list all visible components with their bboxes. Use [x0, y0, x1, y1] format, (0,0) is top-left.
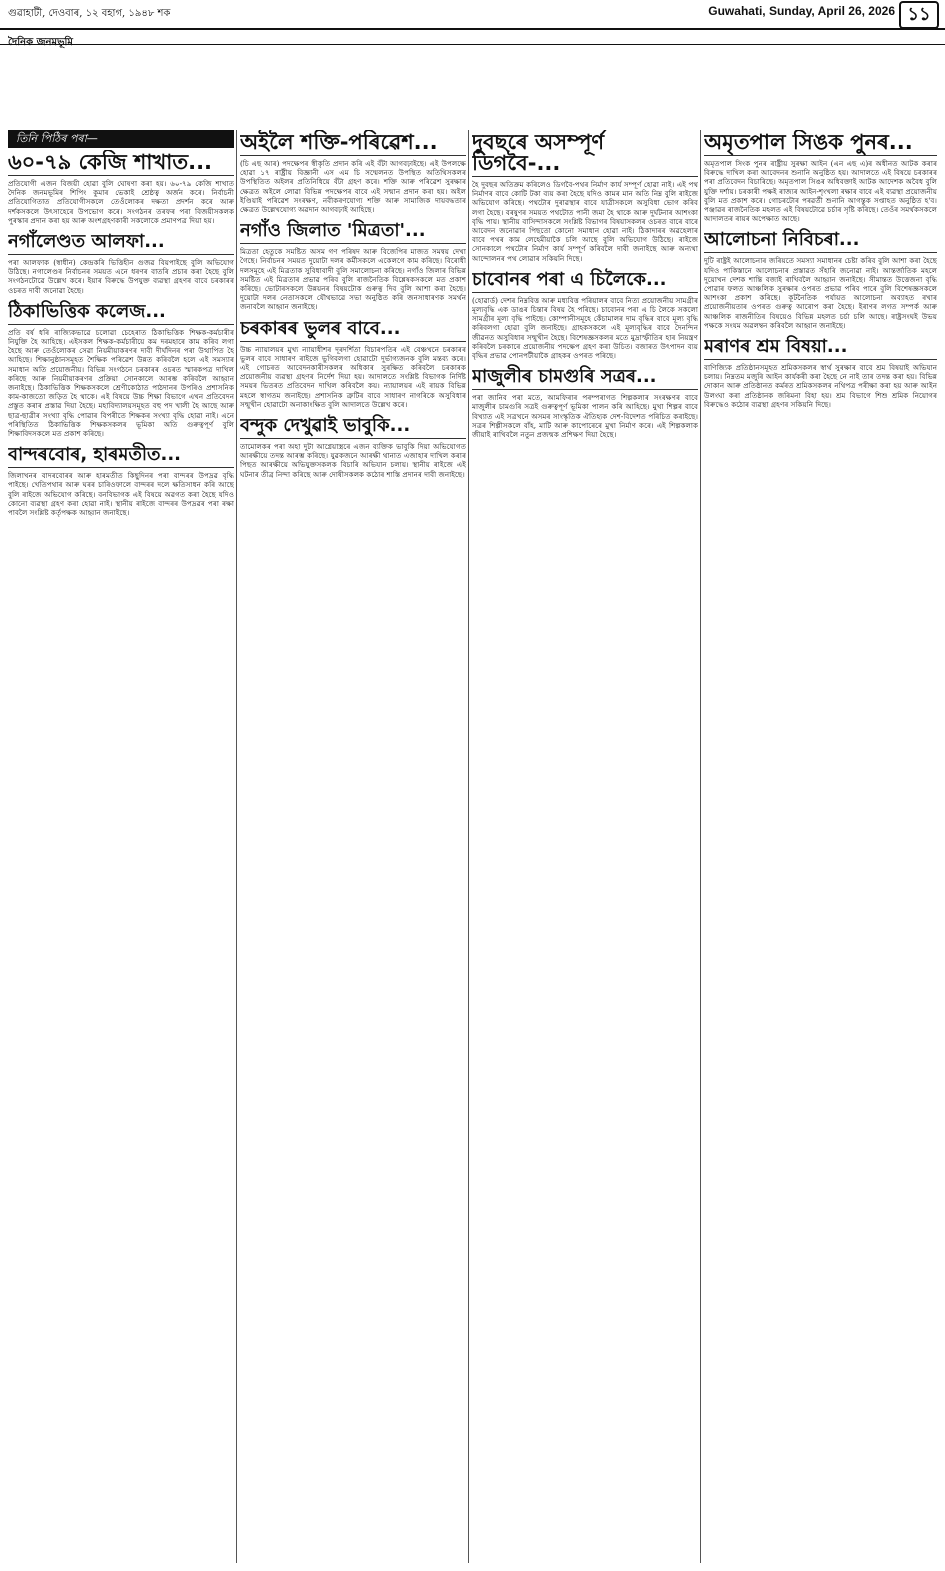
- article: [8, 444, 234, 517]
- article-body: (হোৱাৰ্ড) দেশৰ নিম্নবিত্ত আৰু মধ্যবিত্ত পৰিয়ালৰ বাবে নিত্য প্ৰয়োজনীয় সামগ্ৰীৰ মূল্যবৃদ্ধি এক ডাঙৰ চিন্তাৰ বিষয় হৈ পৰিছে। চাবোনৰ পৰা এ চি লৈকে সকলো সামগ্ৰীৰ মূল্য বৃদ্ধি পাইছে। কোম্পানীসমূহে কেঁচামালৰ দাম বৃদ্ধিৰ বাবে মূল্য বৃদ্ধি কৰিবলগা হোৱা বুলি জনাইছে। গ্ৰাহকসকলে এই মূল্যবৃদ্ধিৰ বাবে দৈনন্দিন জীৱনত অসুবিধাৰ সন্মুখীন হৈছে। বিশেষজ্ঞসকলৰ মতে মুদ্ৰাস্ফীতিৰ হাৰ নিয়ন্ত্ৰণ কৰিবলৈ চৰকাৰে প্ৰয়োজনীয় পদক্ষেপ গ্ৰহণ কৰা উচিত। বজাৰত উৎপাদন ব্যয় বৃদ্ধিৰ প্ৰভাৱ পোনপটীয়াকৈ গ্ৰাহকৰ ওপৰত পৰিছে।: [472, 295, 698, 361]
- article-body: (চি এছ আৰ) পদক্ষেপৰ স্বীকৃতি প্ৰদান কৰি এই বঁটা আগবঢ়াইছে। এই উপলক্ষে হোৱা ১৭ ৰাষ্ট্ৰীয় বিজ্ঞানী এস এম চি সম্মেলনত উপস্থিত অতিথিসকলৰ উপস্থিতিত অইলৰ প্ৰতিনিধিয়ে বঁটা গ্ৰহণ কৰে। শক্তি আৰু পৰিৱেশ সুৰক্ষাৰ ক্ষেত্ৰত অইলে লোৱা বিভিন্ন পদক্ষেপৰ বাবে এই সন্মান প্ৰদান কৰা হয়। অইল ইণ্ডিয়াই পৰিৱেশ সংৰক্ষণ, নবীকৰণযোগ্য শক্তি আৰু সামাজিক দায়বদ্ধতাৰ ক্ষেত্ৰত উল্লেখযোগ্য অৱদান আগবঢ়াই আহিছে।: [240, 159, 466, 215]
- article-headline: বন্দুক দেখুৱাই ভাবুকি...: [240, 415, 466, 439]
- section-label: তিনি পিঠিৰ পৰা—: [8, 130, 234, 148]
- article-body: মিত্ৰতা হেতুকে সমষ্টিত অসম গণ পৰিষদ আৰু বিজেপিৰ মাজত সমন্বয় দেখা গৈছে। নিৰ্বাচনৰ সময়ত দুয়োটা দলৰ কৰ্মীসকলে একেলগে কাম কৰিছে। বিৰোধী দলসমূহে এই মিত্ৰতাক সুবিধাবাদী বুলি সমালোচনা কৰিছে। নগাঁও জিলাৰ বিভিন্ন সমষ্টিত এই মিত্ৰতাৰ প্ৰভাৱ পৰিব বুলি ৰাজনৈতিক বিশ্লেষকসকলে মত প্ৰকাশ কৰিছে। ভোটাৰসকলে উন্নয়নৰ বিষয়টোক গুৰুত্ব দিব বুলি আশা কৰা হৈছে। দুয়োটা দলৰ নেতাসকলে যৌথভাৱে সভা অনুষ্ঠিত কৰি জনসাধাৰণক সমৰ্থন জনাবলৈ আহ্বান জনাইছে।: [240, 247, 466, 312]
- column-4: [704, 130, 937, 1563]
- masthead-title: দৈনিক জনমভূমি: [8, 37, 73, 48]
- article-headline: দুবছৰে অসম্পূৰ্ণ ডিগবৈ-...: [472, 132, 698, 177]
- article: [472, 132, 698, 263]
- article: [472, 366, 698, 439]
- article: [8, 301, 234, 438]
- article-headline: মাজুলীৰ চামগুৰি সত্ৰৰ...: [472, 366, 698, 390]
- article-body: পৰা জানিব পৰা মতে, আমফিৰাৰ পৰম্পৰাগত শিল্পকলাৰ সংৰক্ষণৰ বাবে মাজুলীৰ চামগুৰি সত্ৰই গুৰুত্বপূৰ্ণ ভূমিকা পালন কৰি আহিছে। মুখা শিল্পৰ বাবে বিখ্যাত এই সত্ৰখনে অসমৰ সাংস্কৃতিক ঐতিহ্যক দেশ-বিদেশত পৰিচিত কৰাইছে। সত্ৰৰ শিল্পীসকলে বাঁহ, মাটি আৰু কাপোৰেৰে মুখা নিৰ্মাণ কৰে। এই শিল্পকলাক জীয়াই ৰাখিবলৈ নতুন প্ৰজন্মক প্ৰশিক্ষণ দিয়া হৈছে।: [472, 393, 698, 440]
- article-headline: মৰাণৰ শ্ৰম বিষয়া...: [704, 336, 937, 360]
- article-headline: চাবোনৰ পৰা এ চিলৈকে...: [472, 269, 698, 293]
- article-headline: অমৃতপাল সিঙক পুনৰ...: [704, 132, 937, 156]
- article: [8, 231, 234, 295]
- article-body: উচ্চ ন্যায়ালয়ৰ মুখ্য ন্যায়াধীশৰ দূৰদৰ্শিতা বিচাৰপতিৰ এই বেঞ্চখনে চৰকাৰৰ ভুলৰ বাবে সাধাৰণ ৰাইজে ভুগিবলগা হোৱাটো দুৰ্ভাগ্যজনক বুলি মন্তব্য কৰে। এই গোচৰত আবেদনকাৰীসকলৰ অধিকাৰ সুৰক্ষিত কৰিবলৈ চৰকাৰক প্ৰয়োজনীয় ব্যৱস্থা গ্ৰহণৰ নিৰ্দেশ দিয়া হয়। আদালতে সংশ্লিষ্ট বিভাগক নিৰ্দিষ্ট সময়ৰ ভিতৰত প্ৰতিবেদন দাখিল কৰিবলৈ কয়। ন্যায়ালয়ৰ এই ৰায়ক বিভিন্ন মহলে স্বাগতম জনাইছে। প্ৰশাসনিক ত্ৰুটিৰ বাবে সাধাৰণ নাগৰিকে অসুবিধাৰ সন্মুখীন হোৱাটো অনাকাংক্ষিত বুলি আদালতে উল্লেখ কৰে।: [240, 344, 466, 409]
- article-headline: ঠিকাভিত্তিক কলেজ...: [8, 301, 234, 325]
- article-headline: ৬০-৭৯ কেজি শাখাত...: [8, 152, 234, 176]
- article-body: পৰা আলফাক (স্বাধীন) কেন্দ্ৰকৰি ভিত্তিহীন গুজৱ বিয়পাইছে বুলি অভিযোগ উঠিছে। নগালেণ্ডৰ নিৰ্বাচনৰ সময়ত এনে ধৰণৰ বাতৰি প্ৰচাৰ কৰা হৈছে বুলি সংগঠনটোৱে উল্লেখ কৰে। ইয়াৰ বিৰুদ্ধে উপযুক্ত ব্যৱস্থা গ্ৰহণৰ বাবে চৰকাৰৰ ওচৰত দাবী জনোৱা হৈছে।: [8, 258, 234, 295]
- article-body: জিলাখনৰ বাদৰবোৰৰ আৰু হাৰমতীত কিছুদিনৰ পৰা বান্দৰৰ উপদ্ৰৱ বৃদ্ধি পাইছে। খেতিপথাৰ আৰু ঘৰৰ চাৰিওফালে বান্দৰৰ দলে ক্ষতিসাধন কৰি আছে বুলি ৰাইজে অভিযোগ কৰিছে। বনবিভাগক এই বিষয়ে অৱগত কৰা হৈছে যদিও কোনো ব্যৱস্থা গ্ৰহণ কৰা হোৱা নাই। স্থানীয় ৰাইজে বান্দৰৰ উপদ্ৰৱৰ পৰা ৰক্ষা পাবলৈ সংশ্লিষ্ট কৰ্তৃপক্ষক আহ্বান জনাইছে।: [8, 471, 234, 518]
- column-rule: [700, 130, 701, 1563]
- dateline-right: Guwahati, Sunday, April 26, 2026: [708, 4, 895, 18]
- article: [240, 415, 466, 479]
- masthead-bar: [0, 28, 945, 48]
- article: [240, 318, 466, 409]
- article-body: প্ৰতিযোগী এজন বিজয়ী হোৱা বুলি ঘোষণা কৰা হয়। ৬০-৭৯ কেজি শাখাত দৈনিক জনমভূমিৰ শিপিং কুমাৰ ভেকাই শ্ৰেষ্ঠত্ব অৰ্জন কৰে। নিৰ্বাচনী প্ৰতিযোগিতাত প্ৰতিযোগীসকলে তেওঁলোকৰ দক্ষতা প্ৰদৰ্শন কৰে আৰু দৰ্শকসকলে উৎসাহেৰে উপভোগ কৰে। সংগঠনৰ তৰফৰ পৰা বিজয়ীসকলক পুৰস্কাৰ প্ৰদান কৰা হয় আৰু অংশগ্ৰহণকাৰী সকলোকে প্ৰমাণপত্ৰ দিয়া হয়।: [8, 179, 234, 225]
- article: [240, 132, 466, 214]
- article-headline: বান্দৰবোৰ, হাৰমতীত...: [8, 444, 234, 468]
- column-rule: [236, 130, 237, 1563]
- article-body: তামোলকৰ পৰা অহা দুটা আগ্নেয়াস্ত্ৰৰে এজন ব্যক্তিক ভাবুকি দিয়া অভিযোগত আৰক্ষীয়ে তদন্ত আৰম্ভ কৰিছে। যুৱকজনে আৰক্ষী থানাত এজাহাৰ দাখিল কৰাৰ পিছত আৰক্ষীয়ে অভিযুক্তসকলক বিচাৰি অভিযান চলায়। স্থানীয় ৰাইজে এই ঘটনাৰ তীব্ৰ নিন্দা কৰিছে আৰু দোষীসকলক কঠোৰ শাস্তি প্ৰদানৰ দাবী জনাইছে।: [240, 442, 466, 479]
- article: [240, 220, 466, 311]
- dateline-left: গুৱাহাটী, দেওবাৰ, ১২ বহাগ, ১৯৪৮ শক: [8, 8, 171, 19]
- article: [704, 336, 937, 409]
- article-body: প্ৰতি বৰ্ষ ধৰি ৰাজ্যিকভাৱে চলোৱা চেহেৰাত ঠিকাভিত্তিক শিক্ষক-কৰ্মচাৰীৰ নিযুক্তি হৈ আহিছে। এইসকল শিক্ষক-কৰ্মচাৰীয়ে কম দৰমহাৰে কাম কৰিব লগা হৈছে আৰু তেওঁলোকৰ সেৱা নিয়মীয়াকৰণৰ দাবী দীৰ্ঘদিনৰ পৰা উত্থাপিত হৈ আহিছে। শিক্ষানুষ্ঠানসমূহত শৈক্ষিক পৰিৱেশ উন্নত কৰিবলৈ হলে এই সমস্যাৰ সমাধান অতি প্ৰয়োজনীয়। বিভিন্ন সংগঠনে চৰকাৰৰ ওচৰত স্মাৰকপত্ৰ দাখিল কৰিছে আৰু নিয়মীয়াকৰণৰ প্ৰক্ৰিয়া সোনকালে আৰম্ভ কৰিবলৈ আহ্বান জনাইছে। ঠিকাভিত্তিক শিক্ষকসকলে শ্ৰেণীকোঠাত পাঠদানৰ উপৰিও প্ৰশাসনিক কাম-কাজতো জড়িত হৈ থাকে। এই বিষয়ে উচ্চ শিক্ষা বিভাগে এখন প্ৰতিবেদন প্ৰস্তুত কৰাৰ প্ৰস্তাৱ দিয়া হৈছে। মহাবিদ্যালয়সমূহত বহু পদ খালী হৈ আছে আৰু ছাত্ৰ-ছাত্ৰীৰ সংখ্যা বৃদ্ধি পোৱাৰ বিপৰীতে শিক্ষকৰ সংখ্যা বৃদ্ধি হোৱা নাই। এনে পৰিস্থিতিত ঠিকাভিত্তিক শিক্ষকসকলৰ ভূমিকা অতি গুৰুত্বপূৰ্ণ বুলি শিক্ষাবিদসকলে মত প্ৰকাশ কৰিছে।: [8, 327, 234, 439]
- article-body: হৈ দুবছৰ অতিক্ৰম কৰিলেও ডিগবৈ-পথৰ নিৰ্মাণ কাৰ্য সম্পূৰ্ণ হোৱা নাই। এই পথ নিৰ্মাণৰ বাবে কোটি টকা ব্যয় কৰা হৈছে যদিও কামৰ মান অতি নিম্ন বুলি ৰাইজে অভিযোগ কৰিছে। পথটোৰ দুৰাৱস্থাৰ বাবে যাত্ৰীসকলে অসুবিধা ভোগ কৰিব লগা হৈছে। বৰষুণৰ সময়ত পথটোত পানী জমা হৈ থাকে আৰু দুৰ্ঘটনাৰ আশংকা বৃদ্ধি পায়। স্থানীয় বাসিন্দাসকলে সংশ্লিষ্ট বিভাগৰ বিষয়াসকলৰ ওচৰত বাৰে বাৰে আবেদন জনোৱাৰ পিছতো কোনো সমাধান হোৱা নাই। ঠিকাদাৰৰ অৱহেলাৰ বাবে পথৰ কাম লেহেমীয়াকৈ চলি আছে বুলি অভিযোগ উঠিছে। ৰাইজে সোনকালে পথটোৰ নিৰ্মাণ কাৰ্য সম্পূৰ্ণ কৰিবলৈ দাবী জনাইছে আৰু অন্যথা আন্দোলনৰ পথ লোৱাৰ সকিয়নি দিছে।: [472, 180, 698, 263]
- article-headline: নগাঁও জিলাত 'মিত্ৰতা'...: [240, 220, 466, 244]
- article-headline: অইলৈ শক্তি-পৰিৱেশ...: [240, 132, 466, 156]
- column-1: [8, 150, 234, 1563]
- article: [472, 269, 698, 360]
- article: [704, 229, 937, 330]
- column-3: [472, 130, 698, 1563]
- article-body: অমৃতপাল সিংক পুনৰ ৰাষ্ট্ৰীয় সুৰক্ষা আইন (এন এছ এ)ৰ অধীনত আটক কৰাৰ বিৰুদ্ধে দাখিল কৰা আবেদনৰ শুনানি অনুষ্ঠিত হয়। আদালতে এই বিষয়ে চৰকাৰৰ পৰা প্ৰতিবেদন বিচাৰিছে। অমৃতপাল সিঙৰ অধিবক্তাই আটক আদেশক অবৈধ বুলি যুক্তি দৰ্শায়। চৰকাৰী পক্ষই ৰাজ্যৰ আইন-শৃংখলা ৰক্ষাৰ বাবে এই ব্যৱস্থা প্ৰয়োজনীয় বুলি মত প্ৰকাশ কৰে। গোচৰটোৰ পৰৱৰ্তী শুনানি আগন্তুক সপ্তাহত অনুষ্ঠিত হ'ব। পঞ্জাৱৰ ৰাজনৈতিক মহলত এই বিষয়টোৱে চৰ্চাৰ সৃষ্টি কৰিছে। তেওঁৰ সমৰ্থকসকলে আদালতৰ ৰায়ৰ অপেক্ষাত আছে।: [704, 159, 937, 224]
- article-headline: আলোচনা নিবিচৰা...: [704, 229, 937, 253]
- page-number: ১১: [899, 1, 939, 29]
- article-body: বাণিজ্যিক প্ৰতিষ্ঠানসমূহত শ্ৰমিকসকলৰ স্বাৰ্থ সুৰক্ষাৰ বাবে শ্ৰম বিষয়াই অভিযান চলায়। নিম্নতম মজুৰি আইন কাৰ্যকৰী কৰা হৈছে নে নাই তাৰ তদন্ত কৰা হয়। বিভিন্ন দোকান আৰু প্ৰতিষ্ঠানত কৰ্মৰত শ্ৰমিকসকলৰ নথিপত্ৰ পৰীক্ষা কৰা হয় আৰু আইন উলংঘা কৰা প্ৰতিষ্ঠানক জৰিমনা বিহা হয়। শ্ৰম বিভাগে শিশু শ্ৰমিক নিয়োগৰ বিৰুদ্ধেও কঠোৰ ব্যৱস্থা গ্ৰহণৰ সকিয়নি দিছে।: [704, 363, 937, 409]
- article: [704, 132, 937, 223]
- article-headline: নগাঁলেণ্ডত আলফা...: [8, 231, 234, 255]
- column-rule: [468, 130, 469, 1563]
- column-2: [240, 130, 466, 1563]
- article-body: দুটি ৰাষ্ট্ৰই আলোচনাৰ জৰিয়তে সমস্যা সমাধানৰ চেষ্টা কৰিব বুলি আশা কৰা হৈছে যদিও পাকিস্তানে আলোচনাৰ প্ৰস্তাৱত সঁহাৰি জনোৱা নাই। আন্তৰ্জাতিক মহলে দুয়োখন দেশক শান্তি বজাই ৰাখিবলৈ আহ্বান জনাইছে। সীমান্তত উত্তেজনা বৃদ্ধি পোৱাৰ ফলত আঞ্চলিক সুৰক্ষাৰ ওপৰত প্ৰভাৱ পৰিব পাৰে বুলি বিশেষজ্ঞসকলে আশংকা প্ৰকাশ কৰিছে। কূটনৈতিক পৰ্যায়ত আলোচনা অব্যাহত ৰখাৰ প্ৰয়োজনীয়তাৰ ওপৰত গুৰুত্ব আৰোপ কৰা হৈছে। ইৰাণৰ লগত সম্পৰ্ক আৰু আঞ্চলিক ৰাজনীতিৰ বিষয়েও বিভিন্ন মহলত চৰ্চা চলি আছে। ৰাষ্ট্ৰসংঘই উভয় পক্ষকে সংযম অৱলম্বন কৰিবলৈ আহ্বান জনাইছে।: [704, 256, 937, 330]
- article-headline: চৰকাৰৰ ভুলৰ বাবে...: [240, 318, 466, 342]
- article: [8, 152, 234, 225]
